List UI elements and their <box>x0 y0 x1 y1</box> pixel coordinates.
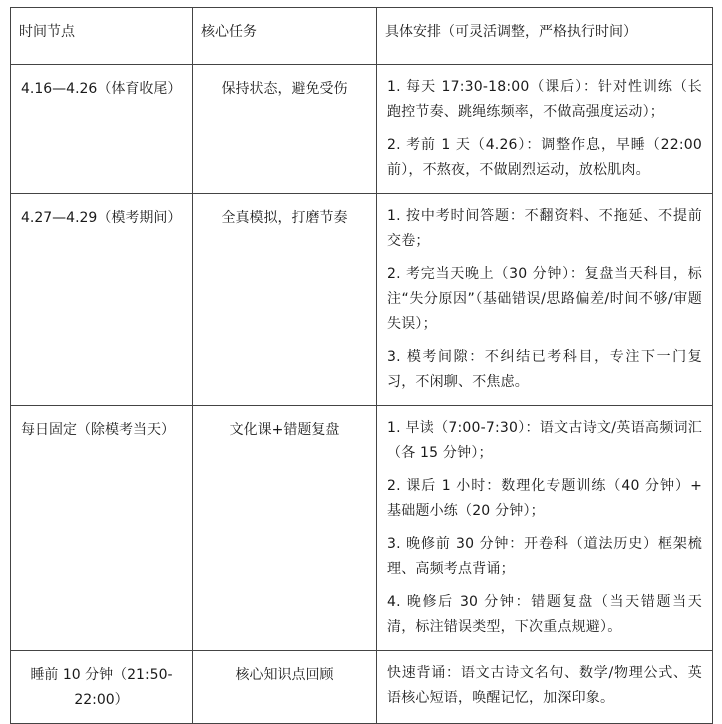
time-cell <box>11 65 193 194</box>
header-cell-task <box>193 8 377 65</box>
plan-item: 快速背诵：语文古诗文名句、数学/物理公式、英语核心短语，唤醒记忆，加深印象。 <box>387 665 702 706</box>
header-time: 时间节点 <box>19 24 75 40</box>
time-text: 睡前 10 分钟（21:50-22:00） <box>30 667 173 708</box>
time-cell <box>11 651 193 724</box>
plan-item: 1. 按中考时间答题：不翻资料、不拖延、不提前交卷； <box>387 208 702 249</box>
plan-item: 2. 考完当天晚上（30 分钟）：复盘当天科目，标注“失分原因”（基础错误/思路偏差/时间不够/审题失误）； <box>387 266 702 332</box>
task-text: 保持状态，避免受伤 <box>221 81 348 97</box>
plan-cell <box>377 194 713 406</box>
task-text: 核心知识点回顾 <box>235 667 334 683</box>
plan-list <box>377 65 712 193</box>
header-plan: 具体安排（可灵活调整，严格执行时间） <box>385 24 637 40</box>
plan-item: 2. 课后 1 小时：数理化专题训练（40 分钟）+ 基础题小练（20 分钟）； <box>387 478 702 519</box>
task-text: 全真模拟，打磨节奏 <box>221 210 348 226</box>
task-cell <box>193 65 377 194</box>
plan-list <box>377 651 712 721</box>
time-text: 4.27—4.29（模考期间） <box>21 210 182 226</box>
plan-cell <box>377 651 713 724</box>
plan-cell <box>377 406 713 651</box>
plan-list <box>377 194 712 405</box>
time-cell <box>11 406 193 651</box>
time-text: 4.16—4.26（体育收尾） <box>21 81 182 97</box>
plan-list <box>377 406 712 650</box>
plan-item: 1. 每天 17:30-18:00（课后）：针对性训练（长跑控节奏、跳绳练频率，不做高强度运动）； <box>387 79 702 120</box>
header-task: 核心任务 <box>201 24 257 40</box>
table-row <box>11 651 713 724</box>
header-cell-plan <box>377 8 713 65</box>
time-cell <box>11 194 193 406</box>
plan-cell <box>377 65 713 194</box>
task-cell <box>193 406 377 651</box>
time-text: 每日固定（除模考当天） <box>21 422 175 438</box>
table-header-row <box>11 8 713 65</box>
table-row <box>11 65 713 194</box>
plan-item: 4. 晚修后 30 分钟：错题复盘（当天错题当天清，标注错误类型，下次重点规避）。 <box>387 594 702 635</box>
header-cell-time <box>11 8 193 65</box>
schedule-table <box>10 7 713 724</box>
plan-item: 3. 晚修前 30 分钟：开卷科（道法历史）框架梳理、高频考点背诵； <box>387 536 702 577</box>
plan-item: 2. 考前 1 天（4.26）：调整作息，早睡（22:00 前），不熬夜，不做剧烈运动，放松肌肉。 <box>387 137 702 178</box>
table-row <box>11 194 713 406</box>
task-cell <box>193 651 377 724</box>
plan-item: 3. 模考间隙：不纠结已考科目，专注下一门复习，不闲聊、不焦虑。 <box>387 349 702 390</box>
table-row <box>11 406 713 651</box>
plan-item: 1. 早读（7:00-7:30）：语文古诗文/英语高频词汇（各 15 分钟）； <box>387 420 702 461</box>
task-text: 文化课+错题复盘 <box>229 422 340 438</box>
task-cell <box>193 194 377 406</box>
